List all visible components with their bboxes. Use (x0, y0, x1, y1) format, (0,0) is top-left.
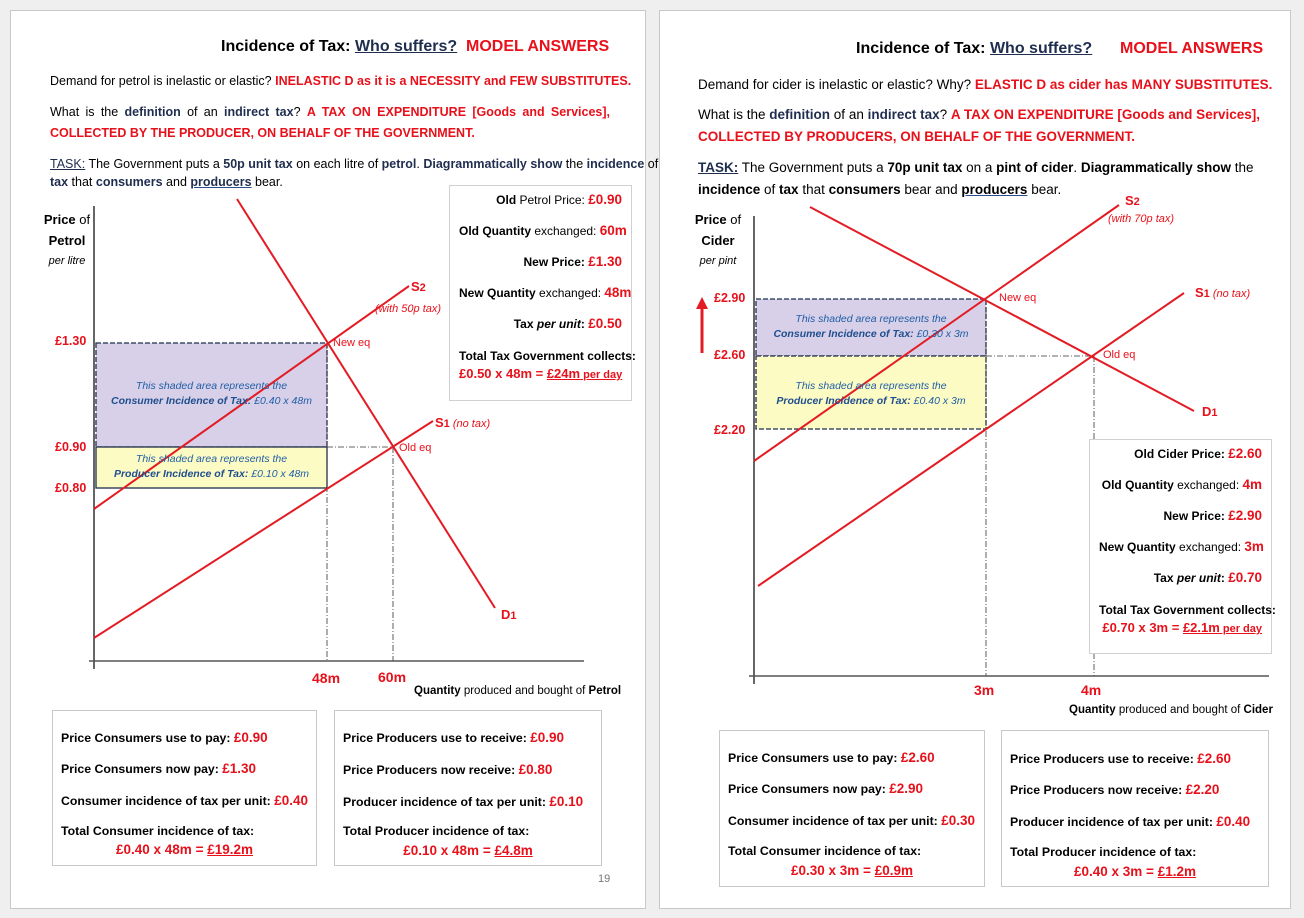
row-label: : (1220, 571, 1229, 585)
row-value: £0.10 (549, 794, 584, 809)
row-label: Price Producers use to receive: (1010, 752, 1198, 766)
market-info-box (449, 185, 636, 401)
row-value: £2.20 (1185, 782, 1220, 797)
document-page-petrol (10, 10, 659, 909)
row-label: Price Consumers use to pay: (728, 751, 901, 765)
keyword: Diagrammatically show (423, 157, 563, 171)
question-text: What is the (50, 105, 125, 119)
caption-line: This shaded area represents the (135, 380, 288, 392)
title-who-suffers: Who suffers? (989, 40, 1093, 57)
row-label: exchanged: (1173, 478, 1243, 492)
price-tick-mid: £2.60 (714, 348, 746, 362)
keyword: definition (769, 107, 831, 122)
task-text: of (760, 182, 780, 197)
y-label-unit: per pint (699, 255, 737, 267)
producer-now-receive-row (343, 762, 552, 777)
row-label: Producer incidence of tax per unit: (343, 795, 550, 809)
s1-note: (no tax) (1209, 288, 1251, 300)
row-label: Price Producers now receive: (1010, 783, 1186, 797)
market-info-box (1089, 439, 1276, 654)
task-text: and (162, 175, 191, 189)
y-axis-label (39, 209, 95, 272)
caption-line: This shaded area represents the (795, 313, 947, 325)
curve-letter: S (435, 415, 444, 430)
s1-label (435, 415, 490, 430)
keyword: definition (124, 105, 181, 119)
calc-result: £19.2m (207, 842, 253, 857)
caption-calc: £0.40 x 3m (910, 395, 966, 407)
row-value: £0.70 (1228, 570, 1262, 585)
x-axis-label (414, 685, 621, 697)
row-label: per unit (536, 317, 581, 331)
question-text: of an (180, 105, 225, 119)
new-quantity-row (1099, 539, 1262, 555)
row-value: 60m (599, 223, 627, 238)
x-label-text: Quantity (1069, 704, 1116, 716)
row-label: Price Consumers now pay: (728, 782, 890, 796)
quantity-tick-new: 48m (312, 670, 341, 686)
curve-subscript: 1 (510, 610, 517, 622)
price-tick-low: £0.80 (55, 481, 87, 495)
row-label: Tax (513, 317, 537, 331)
document-page-cider (659, 10, 1291, 909)
keyword: indirect tax (867, 107, 940, 122)
new-equilibrium-label: New eq (999, 292, 1037, 304)
tax-per-unit-row (459, 316, 622, 332)
keyword: consumers (828, 182, 901, 197)
task-text: The Government puts a (85, 157, 224, 171)
curve-letter: D (1202, 404, 1212, 419)
curve-subscript: 1 (1203, 288, 1210, 300)
row-label: Price Consumers use to pay: (61, 731, 234, 745)
x-label-text: Cider (1243, 704, 1273, 716)
producer-total-calc (335, 843, 601, 858)
producer-total-calc (1002, 864, 1268, 879)
s2-note: (with 50p tax) (375, 303, 442, 315)
s1-note: (no tax) (449, 418, 491, 430)
answer-text: ELASTIC D as cider has MANY SUBSTITUTES. (974, 77, 1273, 92)
calc-result: £4.8m (494, 843, 533, 858)
answer-line-2: COLLECTED BY PRODUCERS, ON BEHALF OF THE GOVERNMENT. (698, 129, 1136, 144)
row-label: Cider Price: (1154, 447, 1229, 461)
task-text: The Government puts a (738, 160, 888, 175)
task-label: TASK: (50, 157, 86, 171)
calc-text: £0.30 x 3m = (791, 863, 875, 878)
keyword: 50p unit tax (223, 157, 293, 171)
keyword: pint of cider (996, 160, 1074, 175)
producer-shade-caption (760, 379, 982, 409)
calc-result: £0.9m (874, 863, 913, 878)
calc-text: £0.70 x 3m = (1102, 620, 1183, 635)
row-value: £0.50 (588, 316, 622, 331)
s2-note: (with 70p tax) (1108, 213, 1175, 225)
row-value: 48m (604, 285, 632, 300)
consumer-now-pay-row (61, 761, 256, 776)
price-tick-high: £2.90 (714, 291, 746, 305)
answer-line-2: COLLECTED BY THE PRODUCER, ON BEHALF OF THE GOVERNMENT. (50, 126, 475, 140)
caption-line: This shaded area represents the (135, 453, 288, 465)
keyword: Diagrammatically show (1080, 160, 1231, 175)
row-label: New Quantity (459, 286, 536, 300)
new-price-row (459, 254, 622, 270)
caption-bold: Producer Incidence of Tax: (113, 468, 249, 480)
row-value: 4m (1242, 477, 1262, 492)
producer-per-unit-row (343, 794, 583, 809)
row-label: Price Producers use to receive: (343, 731, 531, 745)
s2-label (1125, 193, 1140, 208)
answer-text: A TAX ON EXPENDITURE [Goods and Services], (950, 107, 1260, 122)
producer-shade-caption (101, 452, 322, 482)
x-axis-label (1069, 704, 1273, 716)
curve-subscript: 2 (419, 282, 426, 294)
question-text: Demand for cider is inelastic or elastic? Why? (698, 77, 975, 92)
calc-text: £0.10 x 48m = (403, 843, 495, 858)
keyword: tax (779, 182, 799, 197)
new-quantity-row (459, 285, 632, 301)
curve-subscript: 2 (1133, 196, 1140, 208)
question-text: ? (293, 105, 307, 119)
row-label: New Price: (523, 255, 589, 269)
producer-total-label: Total Producer incidence of tax: (1010, 845, 1197, 859)
task-text: . (1073, 160, 1081, 175)
task-text: that (798, 182, 829, 197)
row-value: £0.80 (518, 762, 553, 777)
task-text: bear and (900, 182, 962, 197)
row-value: £2.90 (1228, 508, 1262, 523)
consumer-shade-caption (101, 379, 322, 409)
y-label-text: of (75, 212, 91, 227)
price-tick-low: £2.20 (714, 423, 746, 437)
caption-calc: £0.40 x 48m (251, 395, 312, 407)
caption-bold: Producer Incidence of Tax: (776, 395, 911, 407)
model-answers-label: MODEL ANSWERS (1120, 40, 1264, 57)
calc-result: £2.1m (1182, 620, 1220, 635)
row-value: £2.60 (1228, 446, 1262, 461)
task-label: TASK: (698, 160, 739, 175)
consumer-shade-caption (760, 312, 982, 342)
task-text: on each litre of (292, 157, 382, 171)
curve-subscript: 1 (1211, 407, 1218, 419)
y-label-text: Petrol (48, 233, 86, 248)
row-label: : (580, 317, 589, 331)
keyword: producers (961, 182, 1028, 197)
row-label: Price Consumers now pay: (61, 762, 223, 776)
row-value: £0.90 (530, 730, 565, 745)
quantity-tick-old: 4m (1081, 682, 1102, 698)
consumer-per-unit-row (61, 793, 308, 808)
row-label: Tax (1153, 571, 1177, 585)
row-value: £0.90 (588, 192, 622, 207)
row-value: £2.90 (889, 781, 924, 796)
old-equilibrium-label: Old eq (1103, 349, 1136, 361)
consumer-incidence-box (719, 730, 985, 887)
producer-incidence-box (334, 710, 602, 866)
caption-calc: £0.30 x 3m (913, 328, 969, 340)
keyword: petrol (381, 157, 417, 171)
task-text: bear. (1027, 182, 1062, 197)
calc-suffix: per day (580, 369, 623, 381)
keyword: tax (50, 175, 69, 189)
row-label: exchanged: (535, 286, 605, 300)
row-label: Consumer incidence of tax per unit: (728, 814, 942, 828)
old-equilibrium-label: Old eq (399, 442, 432, 454)
keyword: consumers (95, 175, 163, 189)
task-text: that (68, 175, 96, 189)
calc-result: £1.2m (1157, 864, 1196, 879)
keyword: incidence (586, 157, 645, 171)
producer-incidence-box (1001, 730, 1269, 887)
calc-text: £0.40 x 3m = (1074, 864, 1158, 879)
keyword: producers (190, 175, 252, 189)
model-answers-label: MODEL ANSWERS (466, 38, 610, 55)
row-value: £1.30 (588, 254, 622, 269)
consumer-total-label: Total Consumer incidence of tax: (61, 824, 255, 838)
consumer-total-calc (53, 842, 316, 857)
price-tick-high: £1.30 (55, 334, 87, 348)
y-label-text: Price (43, 212, 76, 227)
d1-label (501, 607, 517, 622)
y-axis-label (690, 209, 746, 272)
caption-bold: Consumer Incidence of Tax: (773, 328, 914, 340)
row-label: exchanged: (1175, 540, 1245, 554)
consumer-now-pay-row (728, 781, 923, 796)
row-value: £0.40 (1216, 814, 1251, 829)
producer-now-receive-row (1010, 782, 1219, 797)
task-text: the (562, 157, 587, 171)
caption-calc: £0.10 x 48m (248, 468, 310, 480)
total-tax-calc (459, 366, 622, 381)
row-label: Price Producers now receive: (343, 763, 519, 777)
row-label: Consumer incidence of tax per unit: (61, 794, 275, 808)
page-number: 19 (598, 873, 611, 885)
row-label: Old Quantity (459, 224, 531, 238)
task-text: bear. (251, 175, 283, 189)
title-text: Incidence of Tax: (221, 38, 355, 55)
producer-used-receive-row (1010, 751, 1231, 766)
calc-result: £24m (546, 366, 581, 381)
title-text: Incidence of Tax: (856, 40, 990, 57)
question-text: Demand for petrol is inelastic or elastic? (50, 74, 276, 88)
question-text: What is the (698, 107, 770, 122)
new-price-row (1099, 508, 1262, 524)
quantity-tick-old: 60m (378, 669, 407, 685)
row-value: £0.40 (274, 793, 308, 808)
curve-letter: S (1195, 285, 1204, 300)
row-label: Old (1134, 447, 1155, 461)
row-value: £0.30 (941, 813, 975, 828)
keyword: 70p unit tax (887, 160, 963, 175)
question-text: ? (939, 107, 951, 122)
row-label: Producer incidence of tax per unit: (1010, 815, 1217, 829)
total-tax-label: Total Tax Government collects: (459, 349, 636, 363)
answer-text: A TAX ON EXPENDITURE [Goods and Services], (306, 105, 611, 119)
task-text: on a (962, 160, 997, 175)
question-text: of an (830, 107, 868, 122)
task-text: of (644, 157, 659, 171)
consumer-used-pay-row (61, 730, 268, 745)
total-tax-calc (1099, 620, 1262, 635)
d1-label (1202, 404, 1218, 419)
tax-per-unit-row (1099, 570, 1262, 586)
consumer-used-pay-row (728, 750, 935, 765)
y-label-unit: per litre (48, 255, 86, 267)
row-label: Old (496, 193, 517, 207)
s2-label (411, 279, 426, 294)
row-label: New Price: (1163, 509, 1229, 523)
arrow-up-icon (696, 297, 708, 309)
task-text: the (1230, 160, 1254, 175)
calc-suffix: per day (1219, 623, 1262, 635)
calc-text: £0.40 x 48m = (116, 842, 208, 857)
consumer-per-unit-row (728, 813, 975, 828)
row-value: £1.30 (222, 761, 257, 776)
caption-bold: Consumer Incidence of Tax: (111, 395, 252, 407)
x-label-text: Quantity (414, 685, 461, 697)
producer-per-unit-row (1010, 814, 1250, 829)
keyword: indirect tax (224, 105, 294, 119)
curve-letter: S (1125, 193, 1134, 208)
consumer-total-label: Total Consumer incidence of tax: (728, 844, 922, 858)
x-label-text: produced and bought of (460, 685, 589, 697)
calc-text: £0.50 x 48m = (459, 366, 547, 381)
y-label-text: Price (694, 212, 727, 227)
new-equilibrium-label: New eq (333, 337, 371, 349)
row-label: Old Quantity (1101, 478, 1174, 492)
old-price-row (459, 192, 622, 208)
curve-letter: D (501, 607, 511, 622)
x-label-text: produced and bought of (1115, 704, 1244, 716)
row-label: New Quantity (1099, 540, 1176, 554)
row-label: per unit (1176, 571, 1221, 585)
task-text: . (416, 157, 424, 171)
quantity-tick-new: 3m (974, 682, 995, 698)
y-label-text: of (726, 212, 742, 227)
s1-label (1195, 285, 1250, 300)
total-tax-label: Total Tax Government collects: (1099, 603, 1276, 617)
answer-text: INELASTIC D as it is a NECESSITY and FEW SUBSTITUTES. (275, 74, 632, 88)
curve-letter: S (411, 279, 420, 294)
curve-subscript: 1 (443, 418, 450, 430)
old-quantity-row (459, 223, 627, 239)
consumer-incidence-box (52, 710, 317, 866)
row-value: £0.90 (233, 730, 268, 745)
title-who-suffers: Who suffers? (354, 38, 458, 55)
row-value: £2.60 (1197, 751, 1232, 766)
row-value: 3m (1244, 539, 1264, 554)
row-label: exchanged: (531, 224, 600, 238)
price-tick-mid: £0.90 (55, 440, 87, 454)
consumer-total-calc (720, 863, 984, 878)
caption-line: This shaded area represents the (795, 380, 947, 392)
old-quantity-row (1099, 477, 1262, 493)
old-price-row (1099, 446, 1262, 462)
row-label: Petrol Price: (516, 193, 589, 207)
row-value: £2.60 (900, 750, 935, 765)
y-label-text: Cider (701, 233, 735, 248)
x-label-text: Petrol (588, 685, 622, 697)
producer-used-receive-row (343, 730, 564, 745)
keyword: incidence (698, 182, 761, 197)
producer-total-label: Total Producer incidence of tax: (343, 824, 530, 838)
